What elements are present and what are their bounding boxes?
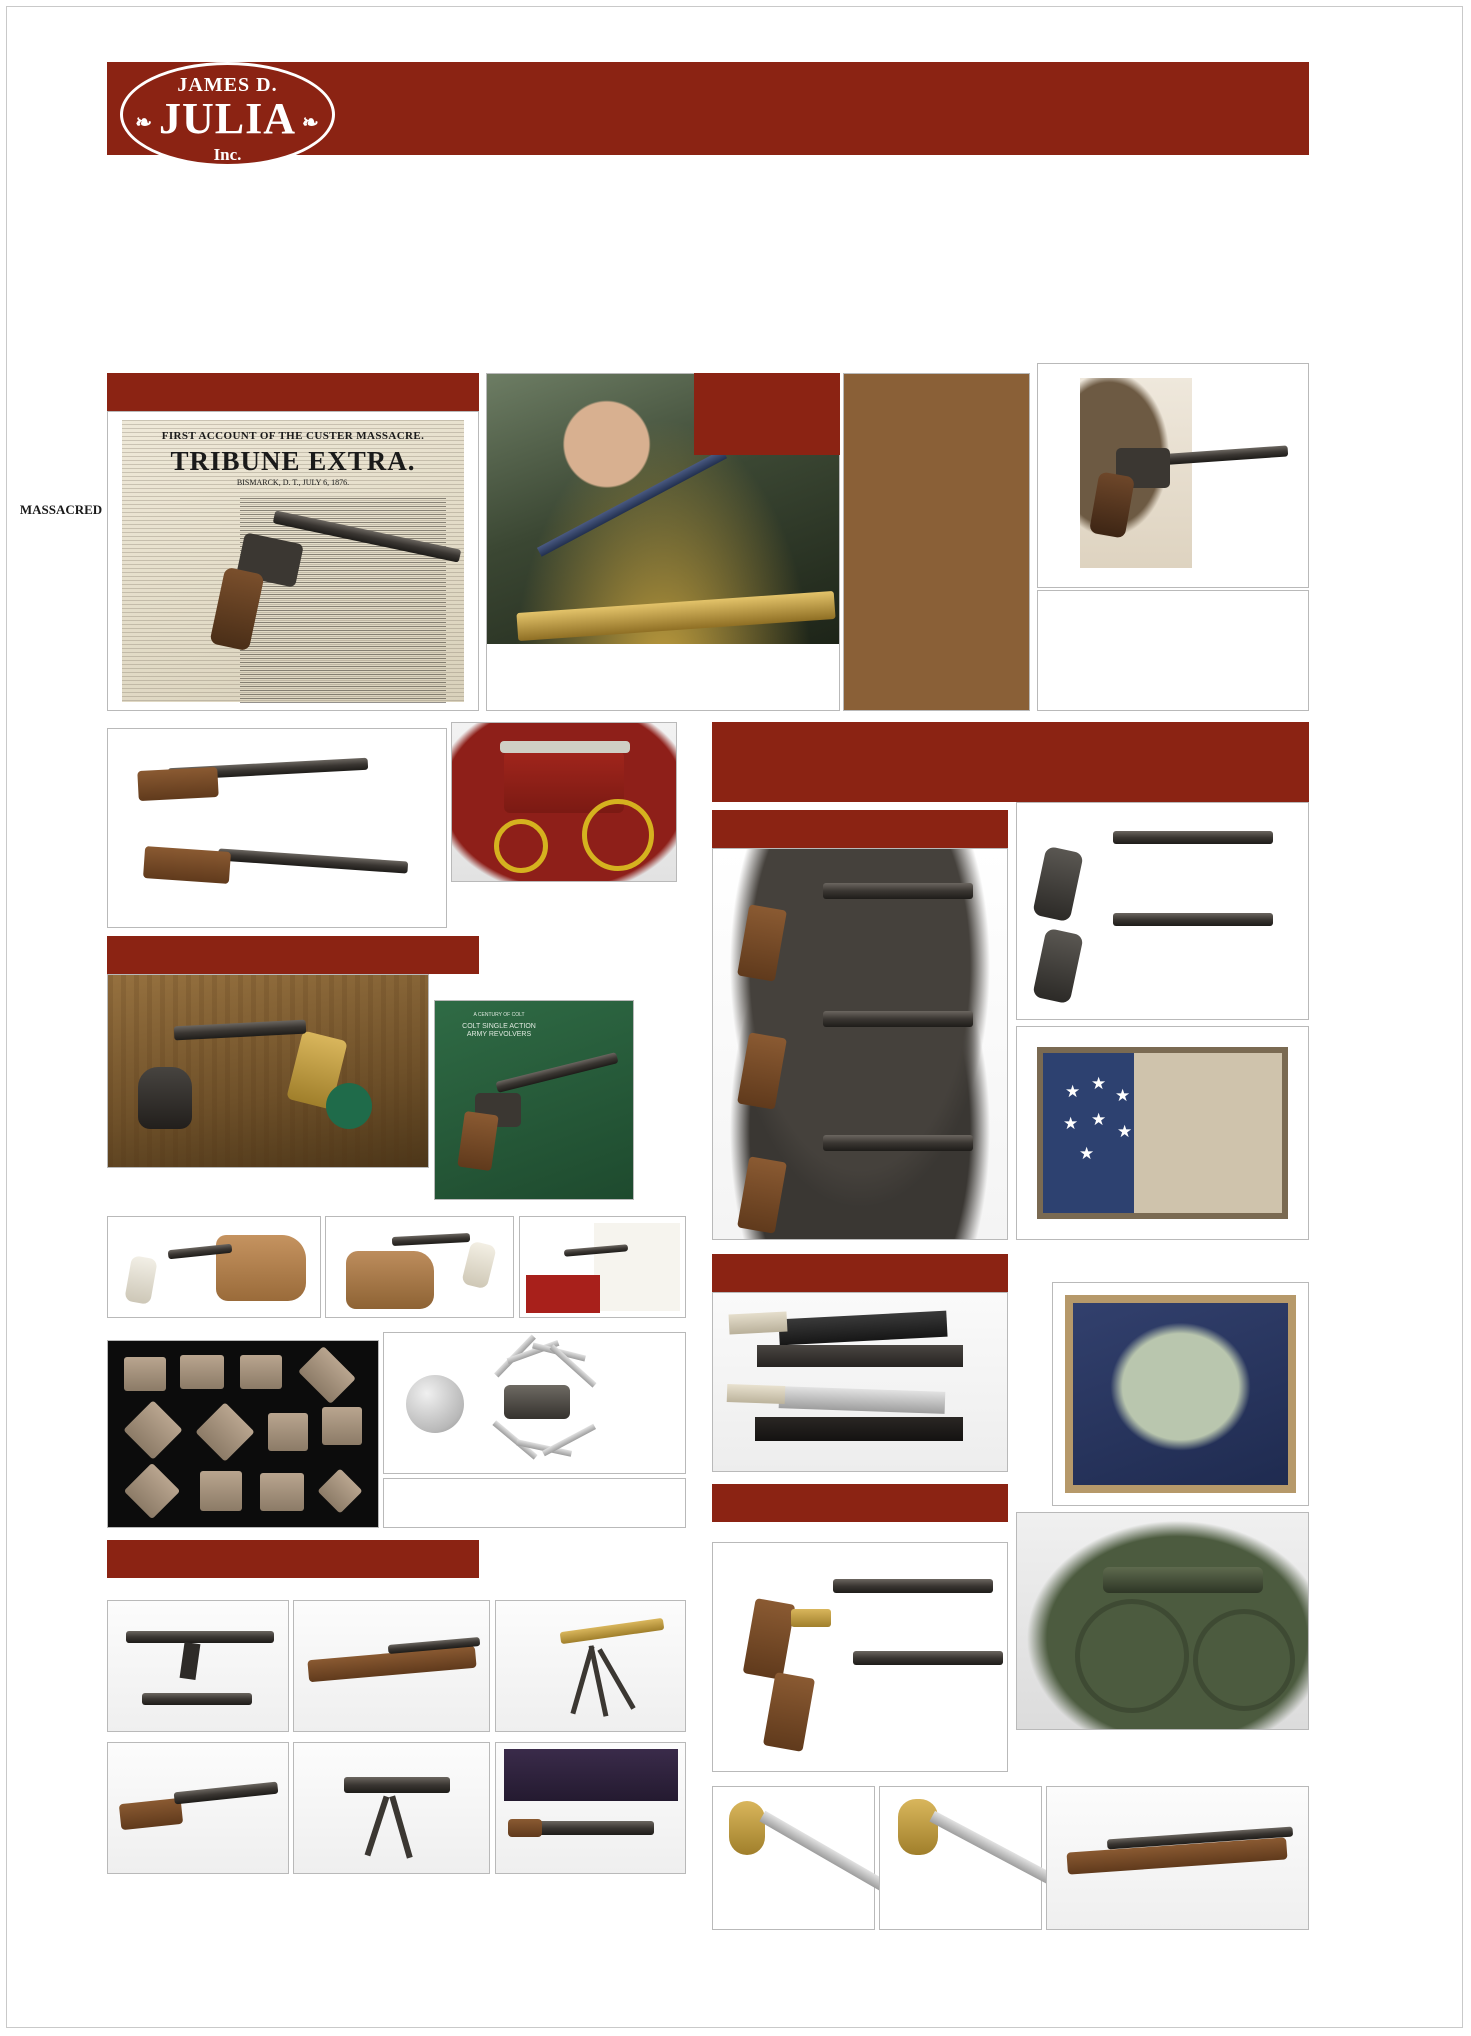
thompson-stock bbox=[508, 1819, 542, 1837]
thompson-receiver bbox=[524, 1821, 654, 1835]
plate-cased-pair-pistols bbox=[107, 728, 447, 928]
logo-wordmark: JULIA bbox=[158, 94, 297, 143]
flag-star: ★ bbox=[1091, 1074, 1107, 1093]
band-custer bbox=[107, 373, 479, 411]
id-tag bbox=[317, 1468, 362, 1513]
plate-blank-caption-mid bbox=[383, 1478, 686, 1528]
tripod-leg bbox=[365, 1796, 390, 1857]
document-page bbox=[594, 1223, 680, 1311]
plate-presentation-saber-right bbox=[879, 1786, 1042, 1930]
id-tag bbox=[240, 1355, 282, 1389]
plate-cdv-photo-with-revolver bbox=[1037, 363, 1309, 588]
plate-revolver-with-holster-right bbox=[325, 1216, 514, 1318]
plate-blue-regimental-flag bbox=[1052, 1282, 1309, 1506]
gun-case-lining bbox=[504, 1749, 678, 1801]
revolver-upper-guard bbox=[791, 1609, 831, 1627]
plate-two-percussion-revolvers bbox=[712, 1542, 1008, 1772]
band-sword-right bbox=[694, 373, 840, 455]
id-tag bbox=[298, 1346, 356, 1404]
id-tag bbox=[124, 1357, 166, 1391]
bowie-handle-upper bbox=[729, 1311, 788, 1334]
rifle-magazine bbox=[180, 1642, 201, 1680]
revolver-barrel bbox=[392, 1233, 470, 1246]
plate-revolver-with-holster-left bbox=[107, 1216, 321, 1318]
revolver-2-barrel bbox=[823, 1011, 973, 1027]
revolver-barrel bbox=[496, 1052, 619, 1093]
plate-presentation-saber-left bbox=[712, 1786, 875, 1930]
lemat-1-grip bbox=[1032, 846, 1084, 922]
knife-blade bbox=[549, 1344, 596, 1387]
saber-hilt bbox=[898, 1799, 938, 1855]
plate-machine-gun-on-tripod-2 bbox=[293, 1742, 490, 1874]
plate-three-confederate-revolvers bbox=[712, 848, 1008, 1240]
scabbard-lower bbox=[755, 1417, 963, 1441]
plate-two-lemat-revolvers bbox=[1016, 802, 1309, 1020]
shotgun-barrel bbox=[174, 1782, 279, 1805]
lemat-1-barrel bbox=[1113, 831, 1273, 844]
revolver-upper-grip bbox=[743, 1598, 796, 1680]
book-cover-text bbox=[453, 1011, 545, 1039]
revolver-2-grip bbox=[737, 1032, 787, 1110]
id-tag bbox=[124, 1463, 181, 1520]
revolver-3-grip bbox=[737, 1156, 787, 1234]
plate-parade-saddle-on-stand bbox=[843, 373, 1030, 711]
id-tag bbox=[195, 1402, 254, 1461]
band-artillery bbox=[712, 1484, 1008, 1522]
cased-label-disc bbox=[326, 1083, 372, 1129]
revolver-1-grip bbox=[737, 904, 787, 982]
saber-blade bbox=[759, 1811, 886, 1891]
bowie-blade-upper bbox=[778, 1311, 947, 1346]
document-red-binder bbox=[526, 1275, 600, 1313]
shotgun-stock bbox=[119, 1798, 183, 1830]
id-tag bbox=[268, 1413, 308, 1451]
revolver-upper-barrel bbox=[833, 1579, 993, 1593]
flag-star: ★ bbox=[1115, 1086, 1131, 1105]
id-tag bbox=[180, 1355, 224, 1389]
cannon-wheel-left bbox=[1075, 1599, 1189, 1713]
holster bbox=[346, 1251, 434, 1309]
revolver-1-barrel bbox=[823, 883, 973, 899]
band-knives bbox=[712, 1254, 1008, 1292]
logo-line-2 bbox=[123, 94, 332, 145]
plate-machine-gun-on-tripod bbox=[495, 1600, 686, 1732]
saber-hilt bbox=[729, 1801, 765, 1855]
coach-wheel-rear bbox=[582, 799, 654, 871]
id-tag bbox=[322, 1407, 362, 1445]
band-confederate-revolvers bbox=[712, 810, 1008, 848]
plate-field-cannon-on-carriage bbox=[1016, 1512, 1309, 1730]
flag-star: ★ bbox=[1063, 1114, 1079, 1133]
newspaper-headline-1: MASSACRED bbox=[19, 502, 103, 517]
machine-gun-receiver bbox=[344, 1777, 450, 1793]
powder-flask bbox=[138, 1067, 192, 1129]
plate-colt-single-action-with-book bbox=[434, 1000, 634, 1200]
plate-percussion-musket bbox=[1046, 1786, 1309, 1930]
bowie-handle-lower bbox=[727, 1384, 786, 1404]
id-tag bbox=[123, 1400, 182, 1459]
band-military-arms bbox=[107, 1540, 479, 1578]
plate-cased-gold-colt-revolver bbox=[107, 974, 429, 1168]
band-confederate-wide bbox=[712, 722, 1309, 802]
plate-cased-thompson-submachine-gun bbox=[495, 1742, 686, 1874]
newspaper-overline: FIRST ACCOUNT OF THE CUSTER MASSACRE. bbox=[161, 430, 425, 442]
tripod-leg bbox=[389, 1795, 412, 1858]
pistol-stock-lower bbox=[143, 846, 231, 884]
pistol-stock-upper bbox=[137, 767, 218, 801]
plate-wells-fargo-stagecoach bbox=[451, 722, 677, 882]
logo-ornament-left: ❧ bbox=[135, 111, 153, 134]
bowie-blade-lower bbox=[779, 1386, 946, 1414]
id-tag bbox=[260, 1473, 304, 1511]
plate-blank-caption-right bbox=[1037, 590, 1309, 711]
flag-star: ★ bbox=[1065, 1082, 1081, 1101]
cannon-tube bbox=[1103, 1567, 1263, 1593]
rifle-upper-receiver bbox=[126, 1631, 274, 1643]
logo-line-1: JAMES D. bbox=[177, 74, 278, 96]
newspaper-masthead: TRIBUNE EXTRA. bbox=[170, 446, 416, 476]
revolver-barrel bbox=[174, 1020, 307, 1041]
id-tag bbox=[200, 1471, 242, 1511]
lemat-2-barrel bbox=[1113, 913, 1273, 926]
plate-quarter-coin-and-multi-blade-knife bbox=[383, 1332, 686, 1474]
flag-star: ★ bbox=[1079, 1144, 1095, 1163]
knife-blade bbox=[492, 1420, 537, 1459]
coach-wheel-front bbox=[494, 819, 548, 873]
plate-revolver-with-documents bbox=[519, 1216, 686, 1318]
coach-roof bbox=[500, 741, 630, 753]
newspaper-dateline: BISMARCK, D. T., JULY 6, 1876. bbox=[236, 478, 350, 487]
quarter-coin bbox=[406, 1375, 464, 1433]
julia-logo bbox=[120, 62, 335, 167]
revolver-lower-grip bbox=[763, 1672, 815, 1752]
scabbard-upper bbox=[757, 1345, 963, 1367]
revolver-grip bbox=[457, 1111, 498, 1171]
plate-confederate-star-flag-framed bbox=[1016, 1026, 1309, 1240]
plate-m1-garand-rifle bbox=[293, 1600, 490, 1732]
book-title-line-3: ARMY REVOLVERS bbox=[466, 1031, 532, 1038]
saber-blade bbox=[929, 1811, 1058, 1887]
revolver-3-barrel bbox=[823, 1135, 973, 1151]
plate-two-bowie-knives-with-scabbards bbox=[712, 1292, 1008, 1472]
revolver-grip-ivory bbox=[461, 1241, 497, 1290]
cannon-wheel-right bbox=[1193, 1609, 1295, 1711]
logo-ornament-right: ❧ bbox=[302, 111, 320, 134]
pistol-barrel-lower bbox=[218, 848, 408, 873]
plate-tribune-extra-newspaper bbox=[19, 411, 479, 711]
spare-magazine bbox=[142, 1693, 252, 1705]
lemat-2-grip bbox=[1032, 928, 1084, 1004]
revolver-lower-barrel bbox=[853, 1651, 1003, 1665]
plate-identification-tags-group bbox=[107, 1340, 379, 1528]
multi-blade-knife-body bbox=[504, 1385, 570, 1419]
flag-star: ★ bbox=[1117, 1122, 1133, 1141]
band-wild-west bbox=[107, 936, 479, 974]
machine-gun-barrel-jacket bbox=[560, 1618, 665, 1644]
book-title-line-2: COLT SINGLE ACTION bbox=[462, 1023, 536, 1030]
plate-ar-rifle-with-magazines bbox=[107, 1600, 289, 1732]
revolver-grip-pearl bbox=[124, 1255, 158, 1305]
logo-line-3: Inc. bbox=[213, 144, 242, 164]
flag-star: ★ bbox=[1091, 1110, 1107, 1129]
plate-semi-auto-shotgun bbox=[107, 1742, 289, 1874]
book-title-line-1: A CENTURY OF COLT bbox=[473, 1012, 525, 1018]
